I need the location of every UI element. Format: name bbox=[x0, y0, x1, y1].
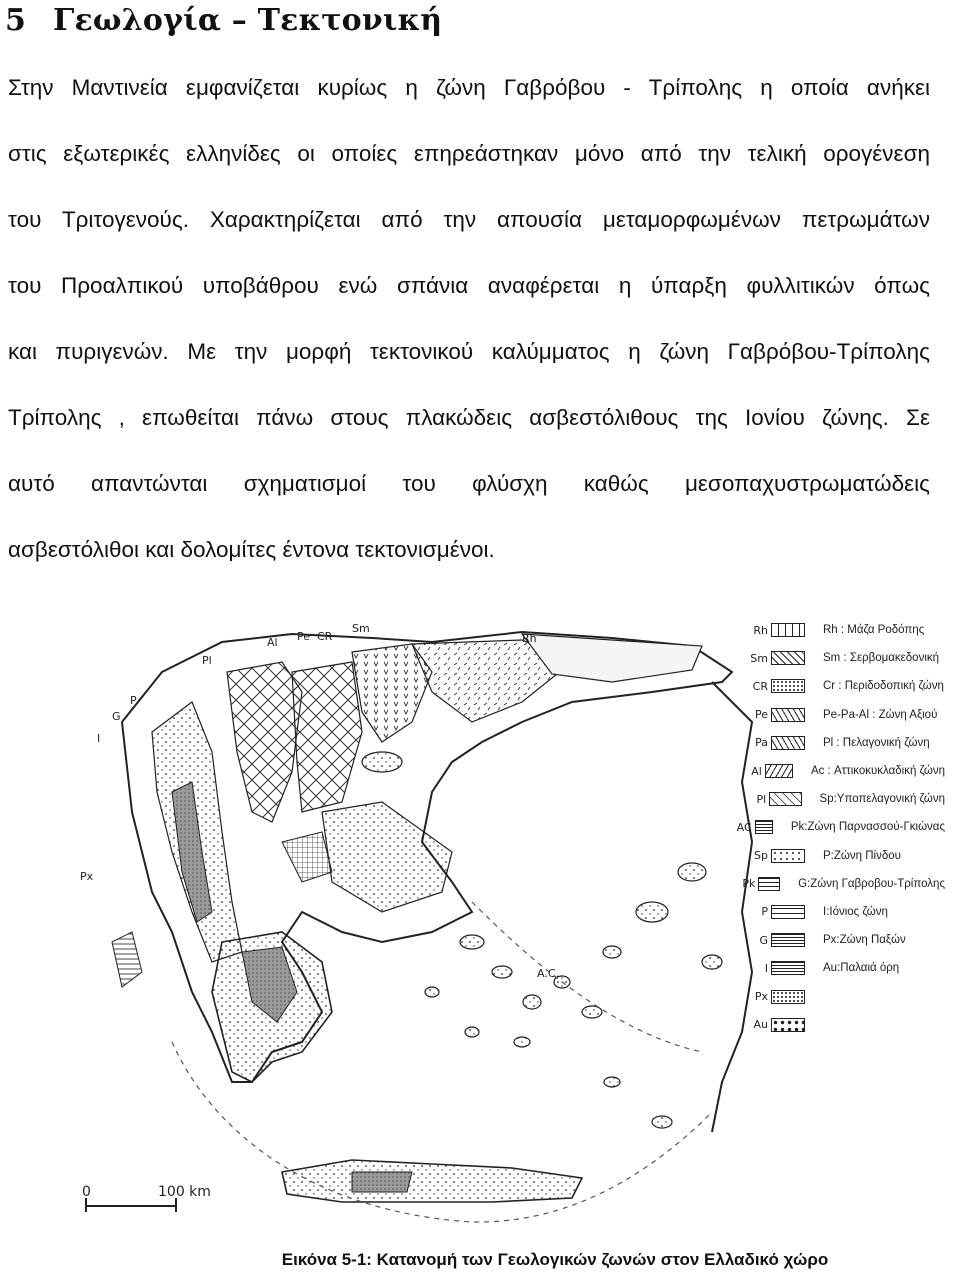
legend-item bbox=[735, 701, 945, 729]
legend-item bbox=[735, 1011, 945, 1039]
legend-swatch bbox=[771, 651, 805, 665]
legend-item bbox=[735, 982, 945, 1010]
legend-swatch bbox=[771, 623, 805, 637]
section-heading bbox=[5, 0, 442, 40]
legend-swatch bbox=[755, 820, 773, 834]
map-label-px: Px bbox=[80, 870, 94, 883]
legend-code: AC bbox=[736, 820, 752, 834]
paragraph-line: του Προαλπικού υποβάθρου ενώ σπάνια αναφέρεται η ύπαρξη φυλλιτικών όπως bbox=[8, 273, 930, 298]
legend-code: Pa bbox=[755, 736, 768, 750]
legend-code: Pl bbox=[756, 792, 767, 806]
legend-swatch bbox=[771, 905, 805, 919]
legend-item bbox=[735, 785, 945, 813]
figure-caption-text: Εικόνα 5-1: Κατανομή των Γεωλογικών ζωνών στον Ελλαδικό χώρο bbox=[281, 1250, 829, 1269]
legend-item bbox=[735, 757, 945, 785]
legend-swatch bbox=[771, 961, 805, 975]
map-label-cr: CR bbox=[317, 630, 333, 643]
figure-caption bbox=[0, 1250, 960, 1270]
paragraph-line: του Τριτογενούς. Χαρακτηρίζεται από την απουσία μεταμορφωμένων πετρωμάτων bbox=[8, 207, 930, 232]
legend-code: I bbox=[764, 961, 768, 975]
legend-item bbox=[735, 672, 945, 700]
legend-label: I:Ιόνιος ζώνη bbox=[823, 905, 888, 918]
legend-item bbox=[735, 898, 945, 926]
legend-code: Au bbox=[753, 1018, 768, 1032]
legend-swatch bbox=[771, 679, 805, 693]
section-title: Γεωλογία – Τεκτονική bbox=[53, 2, 443, 38]
map-label-al: Al bbox=[267, 636, 278, 649]
legend-label: Pe-Pa-Al : Ζώνη Αξιού bbox=[823, 708, 938, 721]
legend-label: Px:Ζώνη Παξών bbox=[823, 934, 906, 947]
legend-label: Cr : Περιδοδοπική ζώνη bbox=[823, 680, 944, 693]
legend-code: P bbox=[761, 905, 768, 919]
paragraph-line: Στην Μαντινεία εμφανίζεται κυρίως η ζώνη Γαβρόβου - Τρίπολης η οποία ανήκει bbox=[8, 75, 930, 100]
legend-label: P:Ζώνη Πίνδου bbox=[823, 849, 901, 862]
legend-label: Au:Παλαιά όρη bbox=[823, 962, 900, 975]
map-label-rh: Rh bbox=[522, 632, 537, 645]
legend-code: G bbox=[759, 933, 768, 947]
legend-item bbox=[735, 729, 945, 757]
map-label-ac: A.C. bbox=[537, 967, 560, 980]
legend-item bbox=[735, 644, 945, 672]
map-legend bbox=[735, 616, 945, 1039]
crete-gavrovo bbox=[352, 1172, 412, 1192]
legend-swatch bbox=[771, 990, 805, 1004]
legend-label: Sm : Σερβομακεδονική bbox=[823, 652, 940, 665]
legend-label: Pl : Πελαγονική ζώνη bbox=[823, 736, 930, 749]
map-label-g: G bbox=[112, 710, 121, 723]
legend-item bbox=[735, 842, 945, 870]
scale-distance-label: 100 km bbox=[158, 1184, 211, 1200]
legend-swatch bbox=[769, 792, 801, 806]
body-paragraph bbox=[8, 55, 930, 583]
legend-swatch bbox=[771, 849, 805, 863]
legend-swatch bbox=[771, 933, 805, 947]
legend-label: Rh : Μάζα Ροδόπης bbox=[823, 624, 925, 637]
section-number: 5 bbox=[5, 2, 27, 38]
legend-code: Px bbox=[754, 990, 768, 1004]
legend-item bbox=[735, 926, 945, 954]
legend-item bbox=[735, 813, 945, 841]
legend-label: Pk:Ζώνη Παρνασσού-Γκιώνας bbox=[790, 821, 945, 834]
legend-item bbox=[735, 954, 945, 982]
map-label-pe: Pe bbox=[297, 630, 311, 643]
legend-label: Sp:Υποπελαγονική ζώνη bbox=[819, 793, 945, 806]
legend-label: G:Ζώνη Γαβροβου-Τρίπολης bbox=[798, 877, 945, 890]
legend-code: Pe bbox=[754, 708, 768, 722]
map-label-pl: Pl bbox=[202, 654, 212, 667]
legend-swatch bbox=[758, 877, 780, 891]
legend-item bbox=[735, 616, 945, 644]
scale-zero-label: 0 bbox=[82, 1184, 91, 1200]
legend-code: Sp bbox=[754, 849, 768, 863]
legend-code: Pk bbox=[742, 877, 756, 891]
legend-code: Sm bbox=[750, 651, 768, 665]
map-label-sm: Sm bbox=[352, 622, 370, 635]
legend-code: Rh bbox=[753, 623, 768, 637]
paragraph-line: ασβεστόλιθοι και δολομίτες έντονα τεκτονισμένοι. bbox=[8, 537, 495, 562]
paragraph-line: και πυριγενών. Με την μορφή τεκτονικού καλύμματος η ζώνη Γαβρόβου-Τρίπολης bbox=[8, 339, 930, 364]
map-label-p: P bbox=[130, 694, 137, 707]
map-label-i: I bbox=[97, 732, 101, 745]
legend-swatch bbox=[771, 736, 805, 750]
legend-item bbox=[735, 870, 945, 898]
paragraph-line: Τρίπολης , επωθείται πάνω στους πλακώδεις ασβεστόλιθους της Ιονίου ζώνης. Σε bbox=[8, 405, 930, 430]
legend-code: Al bbox=[751, 764, 762, 778]
legend-swatch bbox=[765, 764, 793, 778]
legend-label: Ac : Αττικοκυκλαδική ζώνη bbox=[810, 765, 945, 778]
legend-code: CR bbox=[752, 679, 768, 693]
legend-swatch bbox=[771, 708, 805, 722]
paragraph-line: αυτό απαντώνται σχηματισμοί του φλύσχη καθώς μεσοπαχυστρωματώδεις bbox=[8, 471, 930, 496]
paragraph-line: στις εξωτερικές ελληνίδες οι οποίες επηρεάστηκαν μόνο από την τελική ορογένεση bbox=[8, 141, 930, 166]
legend-swatch bbox=[771, 1018, 805, 1032]
